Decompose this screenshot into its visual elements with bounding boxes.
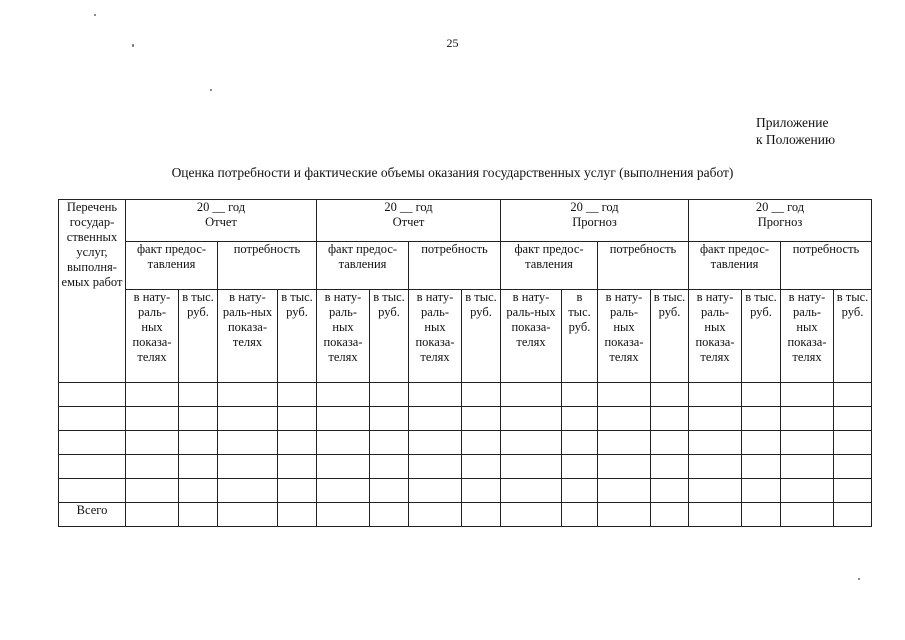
table-cell[interactable] — [370, 455, 409, 479]
table-body — [59, 200, 872, 527]
table-cell[interactable] — [651, 455, 689, 479]
unit-natural-header: в нату-раль-ных показа-телях — [781, 290, 834, 383]
table-cell[interactable] — [562, 383, 598, 407]
table-cell[interactable] — [179, 383, 218, 407]
table-cell[interactable] — [689, 503, 742, 527]
period-type: Прогноз — [572, 215, 617, 229]
table-cell[interactable] — [59, 383, 126, 407]
table-cell[interactable] — [689, 455, 742, 479]
period-year: 20 __ год — [755, 200, 805, 214]
header-row-groups — [59, 242, 872, 290]
table-cell[interactable] — [126, 503, 179, 527]
table-cell[interactable] — [689, 431, 742, 455]
table-cell[interactable] — [409, 407, 462, 431]
table-cell[interactable] — [501, 383, 562, 407]
services-list-header: Перечень государ-ственных услуг, выполня-емых работ — [59, 200, 126, 383]
table-cell[interactable] — [689, 407, 742, 431]
unit-money-header: в тыс. руб. — [370, 290, 409, 383]
table-cell[interactable] — [59, 455, 126, 479]
scan-speck — [858, 578, 860, 580]
table-cell[interactable] — [126, 383, 179, 407]
table-cell[interactable] — [218, 431, 278, 455]
table-cell[interactable] — [317, 503, 370, 527]
unit-money-header: в тыс. руб. — [278, 290, 317, 383]
services-table — [58, 199, 872, 527]
table-cell[interactable] — [742, 383, 781, 407]
table-cell[interactable] — [781, 383, 834, 407]
table-cell[interactable] — [59, 479, 126, 503]
header-row-units — [59, 290, 872, 383]
table-cell[interactable] — [409, 455, 462, 479]
table-cell[interactable] — [317, 383, 370, 407]
table-cell[interactable] — [370, 503, 409, 527]
table-cell[interactable] — [598, 503, 651, 527]
table-cell[interactable] — [317, 479, 370, 503]
table-cell[interactable] — [462, 431, 501, 455]
appendix-line-2: к Положению — [756, 132, 836, 147]
table-cell[interactable] — [501, 431, 562, 455]
table-cell[interactable] — [651, 503, 689, 527]
table-cell[interactable] — [834, 479, 872, 503]
table-cell[interactable] — [742, 455, 781, 479]
header-row-periods — [59, 200, 872, 242]
table-cell[interactable] — [278, 431, 317, 455]
table-cell[interactable] — [462, 479, 501, 503]
table-cell[interactable] — [278, 503, 317, 527]
table-cell[interactable] — [409, 479, 462, 503]
table-cell[interactable] — [278, 455, 317, 479]
table-cell[interactable] — [218, 383, 278, 407]
table-cell[interactable] — [218, 503, 278, 527]
period-header — [317, 200, 501, 242]
scan-speck — [94, 14, 96, 16]
table-cell[interactable] — [218, 455, 278, 479]
table-cell[interactable] — [179, 407, 218, 431]
table-cell[interactable] — [742, 431, 781, 455]
table-cell[interactable] — [409, 383, 462, 407]
table-cell[interactable] — [501, 455, 562, 479]
table-row — [59, 455, 872, 479]
table-cell[interactable] — [562, 407, 598, 431]
unit-natural-header: в нату-раль-ных показа-телях — [317, 290, 370, 383]
table-cell[interactable] — [179, 503, 218, 527]
unit-money-header: в тыс. руб. — [562, 290, 598, 383]
period-year: 20 __ год — [384, 200, 433, 214]
table-cell[interactable] — [409, 503, 462, 527]
group-need-header: потребность — [409, 242, 501, 290]
unit-natural-header: в нату-раль-ных показа-телях — [126, 290, 179, 383]
unit-natural-header: в нату-раль-ных показа-телях — [409, 290, 462, 383]
table-cell[interactable] — [834, 407, 872, 431]
unit-money-header: в тыс. руб. — [834, 290, 872, 383]
table-cell[interactable] — [462, 407, 501, 431]
group-need-header: потребность — [598, 242, 689, 290]
table-cell[interactable] — [278, 383, 317, 407]
table-cell[interactable] — [781, 455, 834, 479]
table-cell[interactable] — [59, 431, 126, 455]
table-cell[interactable] — [218, 479, 278, 503]
table-cell[interactable] — [598, 479, 651, 503]
table-row — [59, 479, 872, 503]
table-cell[interactable] — [781, 479, 834, 503]
table-cell[interactable] — [218, 407, 278, 431]
table-cell[interactable] — [501, 407, 562, 431]
table-cell[interactable] — [409, 431, 462, 455]
table-cell[interactable] — [742, 407, 781, 431]
table-cell[interactable] — [126, 479, 179, 503]
unit-natural-header: в нату-раль-ных показа-телях — [501, 290, 562, 383]
period-header — [501, 200, 689, 242]
table-cell[interactable] — [598, 431, 651, 455]
unit-natural-header: в нату-раль-ных показа-телях — [689, 290, 742, 383]
table-cell[interactable] — [781, 407, 834, 431]
unit-natural-header: в нату-раль-ных показа-телях — [218, 290, 278, 383]
unit-money-header: в тыс. руб. — [462, 290, 501, 383]
group-fact-header: факт предос-тавления — [126, 242, 218, 290]
table-cell[interactable] — [742, 479, 781, 503]
scan-speck — [210, 89, 212, 91]
table-cell[interactable] — [651, 479, 689, 503]
table-row — [59, 407, 872, 431]
table-cell[interactable] — [501, 503, 562, 527]
table-cell[interactable] — [562, 479, 598, 503]
table-cell[interactable] — [598, 455, 651, 479]
period-header — [689, 200, 872, 242]
table-cell[interactable] — [317, 431, 370, 455]
table-cell[interactable] — [462, 383, 501, 407]
period-type: Отчет — [205, 215, 237, 229]
table-cell[interactable] — [781, 503, 834, 527]
table-cell[interactable] — [742, 503, 781, 527]
table-cell[interactable] — [689, 383, 742, 407]
table-cell[interactable] — [370, 407, 409, 431]
table-cell[interactable] — [781, 431, 834, 455]
table-cell[interactable] — [598, 383, 651, 407]
table-cell[interactable] — [562, 455, 598, 479]
group-fact-header: факт предос-тавления — [501, 242, 598, 290]
table-cell[interactable] — [834, 431, 872, 455]
table-cell[interactable] — [370, 479, 409, 503]
table-cell[interactable] — [834, 455, 872, 479]
group-fact-header: факт предос-тавления — [689, 242, 781, 290]
appendix-line-1: Приложение — [756, 115, 829, 130]
table-cell[interactable] — [651, 431, 689, 455]
unit-natural-header: в нату-раль-ных показа-телях — [598, 290, 651, 383]
table-cell[interactable] — [651, 383, 689, 407]
group-fact-header: факт предос-тавления — [317, 242, 409, 290]
table-cell[interactable] — [651, 407, 689, 431]
period-type: Прогноз — [757, 215, 803, 229]
unit-money-header: в тыс. руб. — [179, 290, 218, 383]
table-cell[interactable] — [317, 455, 370, 479]
table-cell[interactable] — [370, 383, 409, 407]
appendix-note — [756, 114, 835, 148]
table-cell[interactable] — [126, 455, 179, 479]
document-title: Оценка потребности и фактические объемы оказания государственных услуг (выполнения работ) — [171, 165, 734, 180]
table-cell[interactable] — [689, 479, 742, 503]
period-type: Отчет — [392, 215, 425, 229]
table-row — [59, 383, 872, 407]
table-cell[interactable] — [562, 503, 598, 527]
table-cell[interactable] — [126, 431, 179, 455]
group-need-header: потребность — [781, 242, 872, 290]
unit-money-header: в тыс. руб. — [742, 290, 781, 383]
table-cell[interactable] — [598, 407, 651, 431]
table-cell[interactable] — [317, 407, 370, 431]
total-label: Всего — [59, 503, 126, 527]
table-cell[interactable] — [179, 455, 218, 479]
table-cell[interactable] — [179, 431, 218, 455]
table-cell[interactable] — [462, 503, 501, 527]
table-cell[interactable] — [278, 479, 317, 503]
table-cell[interactable] — [59, 407, 126, 431]
table-cell[interactable] — [179, 479, 218, 503]
table-cell[interactable] — [462, 455, 501, 479]
group-need-header: потребность — [218, 242, 317, 290]
period-header — [126, 200, 317, 242]
page-number: 25 — [446, 36, 459, 50]
unit-money-header: в тыс. руб. — [651, 290, 689, 383]
total-row — [59, 503, 872, 527]
table-cell[interactable] — [370, 431, 409, 455]
table-cell[interactable] — [501, 479, 562, 503]
table-cell[interactable] — [834, 383, 872, 407]
period-year: 20 __ год — [570, 200, 619, 214]
period-year: 20 __ год — [196, 200, 246, 214]
table-cell[interactable] — [834, 503, 872, 527]
table-cell[interactable] — [278, 407, 317, 431]
table-cell[interactable] — [562, 431, 598, 455]
table-row — [59, 431, 872, 455]
table-cell[interactable] — [126, 407, 179, 431]
